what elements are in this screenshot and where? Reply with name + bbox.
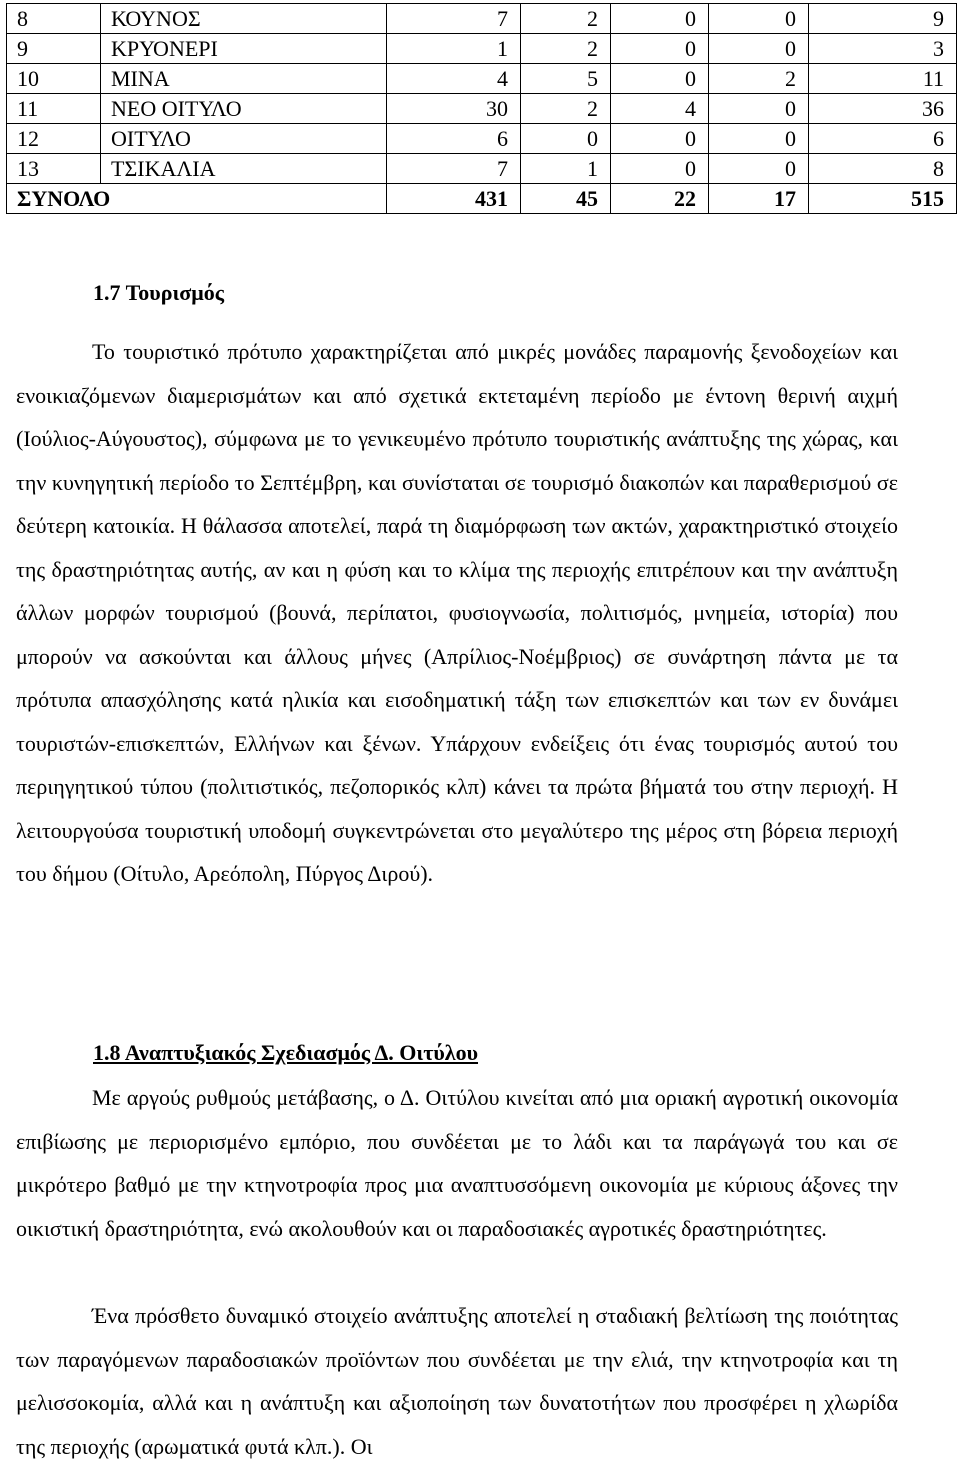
value-cell: 0	[709, 154, 809, 184]
table-row	[7, 94, 957, 124]
row-total-cell: 36	[809, 94, 957, 124]
value-cell: 4	[387, 64, 521, 94]
tourism-paragraph: Το τουριστικό πρότυπο χαρακτηρίζεται από μικρές μονάδες παραμονής ξενοδοχείων και ενοικιαζόμενων διαμερισμάτων και από σχετικά εκτεταμένη περίοδο με έντονη θερινή αιχμή (Ιούλιος-Αύγουστος), σύμφωνα με το γενικευμένο πρότυπο τουριστικής ανάπτυξης της χώρας, και την κυνηγητική περίοδο το Σεπτέμβρη, και συνίσταται σε τουρισμό διακοπών και παραθερισμού σε δεύτερη κατοικία. Η θάλασσα αποτελεί, παρά τη διαμόρφωση των ακτών, χαρακτηριστικό στοιχείο της δραστηριότητας αυτής, αν και η φύση και το κλίμα της περιοχής επιτρέπουν και την ανάπτυξη άλλων μορφών τουρισμού (βουνά, περίπατοι, φυσιογνωσία, πολιτισμός, μνημεία, ιστορία) που μπορούν να ασκούνται και άλλους μήνες (Απρίλιος-Νοέμβριος) σε συνάρτηση πάντα με τα πρότυπα απασχόλησης κατά ηλικία και εισοδηματική τάξη των επισκεπτών και των εν δυνάμει τουριστών-επισκεπτών, Ελλήνων και ξένων. Υπάρχουν ενδείξεις ότι ένας τουρισμός αυτού του περιηγητικού τύπου (πολιτιστικός, πεζοπορικός κλπ) κάνει τα πρώτα βήματά του στην περιοχή. Η λειτουργούσα τουριστική υποδομή συγκεντρώνεται στο μεγαλύτερο της μέρος στη βόρεια περιοχή του δήμου (Οίτυλο, Αρεόπολη, Πύργος Διρού).	[16, 339, 898, 886]
table-total-row	[7, 184, 957, 214]
value-cell: 2	[521, 34, 611, 64]
village-name: ΜΙΝΑ	[101, 64, 387, 94]
value-cell: 1	[521, 154, 611, 184]
row-total-cell: 11	[809, 64, 957, 94]
village-name: ΤΣΙΚΑΛΙΑ	[101, 154, 387, 184]
value-cell: 0	[709, 34, 809, 64]
value-cell: 2	[709, 64, 809, 94]
value-cell: 7	[387, 154, 521, 184]
row-total-cell: 8	[809, 154, 957, 184]
value-cell: 7	[387, 4, 521, 34]
value-cell: 30	[387, 94, 521, 124]
statistics-table	[6, 3, 957, 214]
village-name: ΝΕΟ ΟΙΤΥΛΟ	[101, 94, 387, 124]
table-row	[7, 64, 957, 94]
planning-paragraph-2: Ένα πρόσθετο δυναμικό στοιχείο ανάπτυξης αποτελεί η σταδιακή βελτίωση της ποιότητας των παραγόμενων παραδοσιακών προϊόντων που συνδέεται με την ελιά, την κτηνοτροφία και τη μελισσοκομία, αλλά και η ανάπτυξη και αξιοποίηση των δυνατοτήτων που προσφέρει η χλωρίδα της περιοχής (αρωματικά φυτά κλπ.). Οι	[16, 1303, 898, 1459]
village-name: ΚΟΥΝΟΣ	[101, 4, 387, 34]
value-cell: 1	[387, 34, 521, 64]
total-value-cell: 17	[709, 184, 809, 214]
value-cell: 0	[521, 124, 611, 154]
table-row	[7, 154, 957, 184]
row-total-cell: 9	[809, 4, 957, 34]
total-label: ΣΥΝΟΛΟ	[7, 184, 387, 214]
row-number: 10	[7, 64, 101, 94]
value-cell: 0	[611, 124, 709, 154]
value-cell: 2	[521, 4, 611, 34]
table-row	[7, 4, 957, 34]
section-heading-planning: 1.8 Αναπτυξιακός Σχεδιασμός Δ. Οιτύλου	[93, 1040, 479, 1065]
total-value-cell: 431	[387, 184, 521, 214]
value-cell: 0	[709, 124, 809, 154]
value-cell: 5	[521, 64, 611, 94]
value-cell: 2	[521, 94, 611, 124]
value-cell: 0	[611, 34, 709, 64]
village-name: ΟΙΤΥΛΟ	[101, 124, 387, 154]
section-heading-tourism: 1.7 Τουρισμός	[93, 280, 225, 305]
row-number: 9	[7, 34, 101, 64]
planning-paragraph-1: Με αργούς ρυθμούς μετάβασης, ο Δ. Οιτύλου κινείται από μια οριακή αγροτική οικονομία επιβίωσης με περιορισμένο εμπόριο, που συνδέεται με το λάδι και τα παράγωγά του και σε μικρότερο βαθμό με την κτηνοτροφία προς μια αναπτυσσόμενη οικονομία με κύριους άξονες την οικιστική δραστηριότητα, ενώ ακολουθούν και οι παραδοσιακές αγροτικές δραστηριότητες.	[16, 1085, 898, 1241]
row-number: 12	[7, 124, 101, 154]
grand-total-cell: 515	[809, 184, 957, 214]
row-total-cell: 3	[809, 34, 957, 64]
value-cell: 0	[709, 94, 809, 124]
village-name: ΚΡΥΟΝΕΡΙ	[101, 34, 387, 64]
value-cell: 0	[611, 4, 709, 34]
row-number: 8	[7, 4, 101, 34]
total-value-cell: 45	[521, 184, 611, 214]
value-cell: 4	[611, 94, 709, 124]
value-cell: 6	[387, 124, 521, 154]
table-row	[7, 34, 957, 64]
table-row	[7, 124, 957, 154]
row-number: 11	[7, 94, 101, 124]
total-value-cell: 22	[611, 184, 709, 214]
value-cell: 0	[611, 154, 709, 184]
value-cell: 0	[709, 4, 809, 34]
row-total-cell: 6	[809, 124, 957, 154]
value-cell: 0	[611, 64, 709, 94]
row-number: 13	[7, 154, 101, 184]
